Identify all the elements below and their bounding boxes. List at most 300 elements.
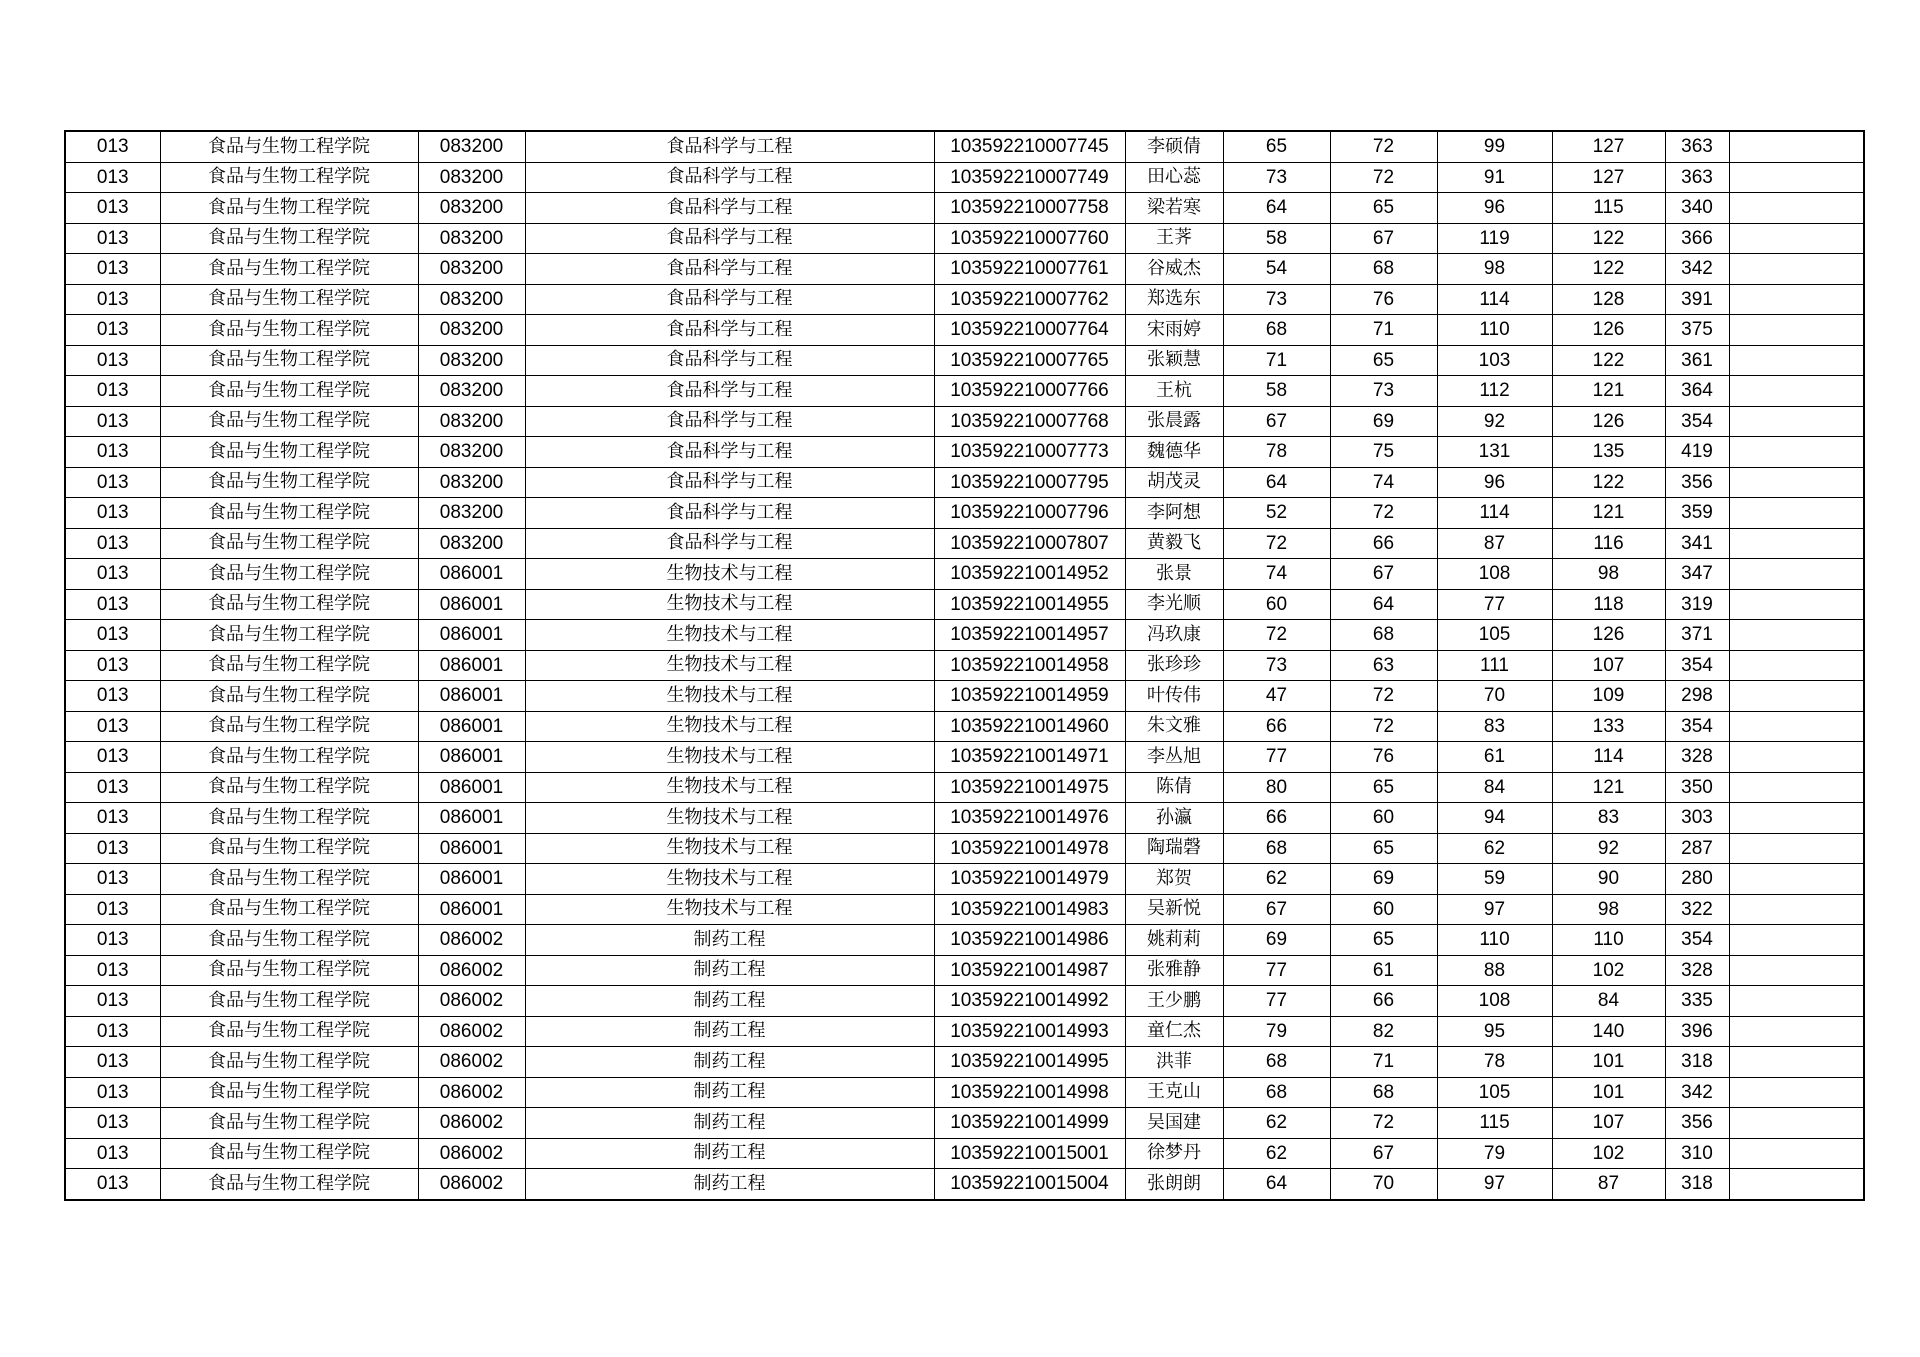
remark-cell: [1729, 437, 1864, 468]
major-name-cell: 食品科学与工程: [525, 345, 934, 376]
politics-score-cell: 67: [1223, 894, 1330, 925]
exam-id-cell: 103592210014998: [934, 1077, 1125, 1108]
subject2-score-cell: 98: [1552, 894, 1665, 925]
student-name-cell: 姚莉莉: [1125, 925, 1223, 956]
student-name-cell: 童仁杰: [1125, 1016, 1223, 1047]
table-row: [65, 1108, 1864, 1139]
subject1-score-cell: 131: [1437, 437, 1552, 468]
subject1-score-cell: 98: [1437, 254, 1552, 285]
exam-id-cell: 103592210007765: [934, 345, 1125, 376]
exam-id-cell: 103592210014955: [934, 589, 1125, 620]
foreign-language-score-cell: 65: [1330, 193, 1437, 224]
exam-id-cell: 103592210007745: [934, 131, 1125, 162]
major-name-cell: 生物技术与工程: [525, 681, 934, 712]
major-code-cell: 086002: [418, 1016, 525, 1047]
subject2-score-cell: 118: [1552, 589, 1665, 620]
total-score-cell: 335: [1665, 986, 1729, 1017]
student-name-cell: 郑选东: [1125, 284, 1223, 315]
subject2-score-cell: 102: [1552, 1138, 1665, 1169]
major-code-cell: 083200: [418, 131, 525, 162]
exam-id-cell: 103592210007758: [934, 193, 1125, 224]
subject1-score-cell: 105: [1437, 1077, 1552, 1108]
subject2-score-cell: 101: [1552, 1077, 1665, 1108]
college-name-cell: 食品与生物工程学院: [160, 376, 418, 407]
major-code-cell: 086002: [418, 1108, 525, 1139]
student-name-cell: 黄毅飞: [1125, 528, 1223, 559]
college-code-cell: 013: [65, 833, 160, 864]
remark-cell: [1729, 986, 1864, 1017]
subject2-score-cell: 126: [1552, 620, 1665, 651]
subject2-score-cell: 87: [1552, 1169, 1665, 1200]
total-score-cell: 298: [1665, 681, 1729, 712]
student-name-cell: 朱文雅: [1125, 711, 1223, 742]
table-row: [65, 803, 1864, 834]
college-name-cell: 食品与生物工程学院: [160, 559, 418, 590]
college-code-cell: 013: [65, 467, 160, 498]
subject1-score-cell: 105: [1437, 620, 1552, 651]
subject2-score-cell: 114: [1552, 742, 1665, 773]
foreign-language-score-cell: 66: [1330, 986, 1437, 1017]
major-code-cell: 086001: [418, 803, 525, 834]
college-code-cell: 013: [65, 1016, 160, 1047]
subject2-score-cell: 140: [1552, 1016, 1665, 1047]
subject1-score-cell: 84: [1437, 772, 1552, 803]
foreign-language-score-cell: 71: [1330, 1047, 1437, 1078]
subject1-score-cell: 88: [1437, 955, 1552, 986]
college-code-cell: 013: [65, 1108, 160, 1139]
total-score-cell: 364: [1665, 376, 1729, 407]
remark-cell: [1729, 131, 1864, 162]
subject2-score-cell: 107: [1552, 650, 1665, 681]
foreign-language-score-cell: 65: [1330, 772, 1437, 803]
exam-id-cell: 103592210015001: [934, 1138, 1125, 1169]
subject1-score-cell: 99: [1437, 131, 1552, 162]
major-name-cell: 食品科学与工程: [525, 254, 934, 285]
college-code-cell: 013: [65, 1077, 160, 1108]
student-name-cell: 王少鹏: [1125, 986, 1223, 1017]
college-code-cell: 013: [65, 1169, 160, 1200]
subject2-score-cell: 121: [1552, 376, 1665, 407]
exam-id-cell: 103592210014987: [934, 955, 1125, 986]
table-row: [65, 894, 1864, 925]
table-row: [65, 742, 1864, 773]
major-name-cell: 食品科学与工程: [525, 315, 934, 346]
politics-score-cell: 47: [1223, 681, 1330, 712]
politics-score-cell: 77: [1223, 955, 1330, 986]
college-name-cell: 食品与生物工程学院: [160, 254, 418, 285]
college-code-cell: 013: [65, 650, 160, 681]
college-code-cell: 013: [65, 620, 160, 651]
exam-id-cell: 103592210014983: [934, 894, 1125, 925]
college-name-cell: 食品与生物工程学院: [160, 589, 418, 620]
major-name-cell: 食品科学与工程: [525, 528, 934, 559]
politics-score-cell: 54: [1223, 254, 1330, 285]
major-code-cell: 086001: [418, 864, 525, 895]
remark-cell: [1729, 1016, 1864, 1047]
major-code-cell: 083200: [418, 284, 525, 315]
exam-id-cell: 103592210007760: [934, 223, 1125, 254]
politics-score-cell: 66: [1223, 803, 1330, 834]
subject1-score-cell: 108: [1437, 986, 1552, 1017]
foreign-language-score-cell: 68: [1330, 620, 1437, 651]
foreign-language-score-cell: 68: [1330, 1077, 1437, 1108]
subject2-score-cell: 90: [1552, 864, 1665, 895]
remark-cell: [1729, 406, 1864, 437]
major-code-cell: 086001: [418, 742, 525, 773]
college-name-cell: 食品与生物工程学院: [160, 315, 418, 346]
politics-score-cell: 78: [1223, 437, 1330, 468]
exam-id-cell: 103592210007766: [934, 376, 1125, 407]
subject1-score-cell: 96: [1437, 193, 1552, 224]
remark-cell: [1729, 1047, 1864, 1078]
major-code-cell: 083200: [418, 437, 525, 468]
college-code-cell: 013: [65, 559, 160, 590]
foreign-language-score-cell: 64: [1330, 589, 1437, 620]
subject1-score-cell: 114: [1437, 284, 1552, 315]
subject2-score-cell: 110: [1552, 925, 1665, 956]
politics-score-cell: 64: [1223, 1169, 1330, 1200]
remark-cell: [1729, 528, 1864, 559]
table-row: [65, 955, 1864, 986]
exam-id-cell: 103592210014995: [934, 1047, 1125, 1078]
student-name-cell: 梁若寒: [1125, 193, 1223, 224]
student-name-cell: 张颖慧: [1125, 345, 1223, 376]
politics-score-cell: 68: [1223, 315, 1330, 346]
student-name-cell: 田心蕊: [1125, 162, 1223, 193]
politics-score-cell: 73: [1223, 284, 1330, 315]
politics-score-cell: 74: [1223, 559, 1330, 590]
total-score-cell: 363: [1665, 162, 1729, 193]
remark-cell: [1729, 559, 1864, 590]
major-name-cell: 制药工程: [525, 1169, 934, 1200]
major-code-cell: 083200: [418, 345, 525, 376]
subject1-score-cell: 110: [1437, 925, 1552, 956]
score-table: [64, 130, 1865, 1201]
total-score-cell: 375: [1665, 315, 1729, 346]
college-code-cell: 013: [65, 345, 160, 376]
major-code-cell: 083200: [418, 162, 525, 193]
exam-id-cell: 103592210014959: [934, 681, 1125, 712]
subject1-score-cell: 96: [1437, 467, 1552, 498]
subject1-score-cell: 103: [1437, 345, 1552, 376]
subject2-score-cell: 133: [1552, 711, 1665, 742]
exam-id-cell: 103592210014971: [934, 742, 1125, 773]
exam-id-cell: 103592210015004: [934, 1169, 1125, 1200]
politics-score-cell: 72: [1223, 620, 1330, 651]
table-body: [65, 131, 1864, 1200]
remark-cell: [1729, 162, 1864, 193]
politics-score-cell: 73: [1223, 162, 1330, 193]
college-name-cell: 食品与生物工程学院: [160, 223, 418, 254]
major-code-cell: 086002: [418, 1138, 525, 1169]
foreign-language-score-cell: 72: [1330, 131, 1437, 162]
major-name-cell: 制药工程: [525, 1138, 934, 1169]
student-name-cell: 冯玖康: [1125, 620, 1223, 651]
table-row: [65, 711, 1864, 742]
major-code-cell: 086001: [418, 589, 525, 620]
foreign-language-score-cell: 65: [1330, 833, 1437, 864]
major-name-cell: 生物技术与工程: [525, 803, 934, 834]
student-name-cell: 魏德华: [1125, 437, 1223, 468]
foreign-language-score-cell: 61: [1330, 955, 1437, 986]
politics-score-cell: 77: [1223, 986, 1330, 1017]
subject2-score-cell: 102: [1552, 955, 1665, 986]
college-name-cell: 食品与生物工程学院: [160, 406, 418, 437]
subject1-score-cell: 62: [1437, 833, 1552, 864]
major-name-cell: 食品科学与工程: [525, 376, 934, 407]
total-score-cell: 359: [1665, 498, 1729, 529]
total-score-cell: 361: [1665, 345, 1729, 376]
politics-score-cell: 73: [1223, 650, 1330, 681]
subject2-score-cell: 122: [1552, 254, 1665, 285]
remark-cell: [1729, 894, 1864, 925]
subject2-score-cell: 122: [1552, 223, 1665, 254]
politics-score-cell: 52: [1223, 498, 1330, 529]
subject1-score-cell: 115: [1437, 1108, 1552, 1139]
subject2-score-cell: 122: [1552, 467, 1665, 498]
foreign-language-score-cell: 70: [1330, 1169, 1437, 1200]
major-name-cell: 食品科学与工程: [525, 223, 934, 254]
major-code-cell: 086002: [418, 1169, 525, 1200]
subject2-score-cell: 109: [1552, 681, 1665, 712]
student-name-cell: 李丛旭: [1125, 742, 1223, 773]
college-code-cell: 013: [65, 711, 160, 742]
major-name-cell: 生物技术与工程: [525, 772, 934, 803]
major-name-cell: 生物技术与工程: [525, 650, 934, 681]
college-name-cell: 食品与生物工程学院: [160, 894, 418, 925]
total-score-cell: 356: [1665, 467, 1729, 498]
major-code-cell: 083200: [418, 315, 525, 346]
exam-id-cell: 103592210014958: [934, 650, 1125, 681]
college-code-cell: 013: [65, 1138, 160, 1169]
major-name-cell: 制药工程: [525, 986, 934, 1017]
table-row: [65, 1138, 1864, 1169]
remark-cell: [1729, 803, 1864, 834]
college-name-cell: 食品与生物工程学院: [160, 620, 418, 651]
college-name-cell: 食品与生物工程学院: [160, 986, 418, 1017]
table-row: [65, 681, 1864, 712]
major-name-cell: 制药工程: [525, 1108, 934, 1139]
remark-cell: [1729, 1108, 1864, 1139]
college-name-cell: 食品与生物工程学院: [160, 711, 418, 742]
student-name-cell: 李硕倩: [1125, 131, 1223, 162]
major-name-cell: 生物技术与工程: [525, 711, 934, 742]
foreign-language-score-cell: 72: [1330, 681, 1437, 712]
student-name-cell: 李阿想: [1125, 498, 1223, 529]
student-name-cell: 李光顺: [1125, 589, 1223, 620]
table-row: [65, 986, 1864, 1017]
remark-cell: [1729, 284, 1864, 315]
subject1-score-cell: 97: [1437, 894, 1552, 925]
remark-cell: [1729, 467, 1864, 498]
total-score-cell: 341: [1665, 528, 1729, 559]
total-score-cell: 342: [1665, 1077, 1729, 1108]
college-name-cell: 食品与生物工程学院: [160, 193, 418, 224]
major-name-cell: 食品科学与工程: [525, 162, 934, 193]
total-score-cell: 354: [1665, 925, 1729, 956]
foreign-language-score-cell: 72: [1330, 162, 1437, 193]
subject1-score-cell: 87: [1437, 528, 1552, 559]
major-code-cell: 086001: [418, 833, 525, 864]
total-score-cell: 280: [1665, 864, 1729, 895]
table-row: [65, 1047, 1864, 1078]
major-name-cell: 制药工程: [525, 1047, 934, 1078]
student-name-cell: 吴国建: [1125, 1108, 1223, 1139]
subject1-score-cell: 97: [1437, 1169, 1552, 1200]
major-name-cell: 生物技术与工程: [525, 742, 934, 773]
college-name-cell: 食品与生物工程学院: [160, 498, 418, 529]
major-code-cell: 086002: [418, 1077, 525, 1108]
exam-id-cell: 103592210014993: [934, 1016, 1125, 1047]
table-row: [65, 1077, 1864, 1108]
table-row: [65, 315, 1864, 346]
foreign-language-score-cell: 60: [1330, 803, 1437, 834]
college-name-cell: 食品与生物工程学院: [160, 1138, 418, 1169]
politics-score-cell: 80: [1223, 772, 1330, 803]
subject2-score-cell: 122: [1552, 345, 1665, 376]
table-row: [65, 131, 1864, 162]
exam-id-cell: 103592210014952: [934, 559, 1125, 590]
remark-cell: [1729, 1169, 1864, 1200]
foreign-language-score-cell: 69: [1330, 864, 1437, 895]
subject2-score-cell: 107: [1552, 1108, 1665, 1139]
subject1-score-cell: 91: [1437, 162, 1552, 193]
table-row: [65, 1169, 1864, 1200]
college-code-cell: 013: [65, 986, 160, 1017]
exam-id-cell: 103592210007761: [934, 254, 1125, 285]
college-code-cell: 013: [65, 894, 160, 925]
exam-id-cell: 103592210007749: [934, 162, 1125, 193]
college-name-cell: 食品与生物工程学院: [160, 467, 418, 498]
foreign-language-score-cell: 69: [1330, 406, 1437, 437]
foreign-language-score-cell: 75: [1330, 437, 1437, 468]
major-code-cell: 083200: [418, 467, 525, 498]
subject1-score-cell: 110: [1437, 315, 1552, 346]
college-code-cell: 013: [65, 528, 160, 559]
politics-score-cell: 60: [1223, 589, 1330, 620]
remark-cell: [1729, 620, 1864, 651]
major-name-cell: 生物技术与工程: [525, 833, 934, 864]
foreign-language-score-cell: 73: [1330, 376, 1437, 407]
college-name-cell: 食品与生物工程学院: [160, 772, 418, 803]
politics-score-cell: 68: [1223, 1077, 1330, 1108]
subject1-score-cell: 112: [1437, 376, 1552, 407]
politics-score-cell: 79: [1223, 1016, 1330, 1047]
major-name-cell: 食品科学与工程: [525, 406, 934, 437]
total-score-cell: 350: [1665, 772, 1729, 803]
major-code-cell: 083200: [418, 193, 525, 224]
total-score-cell: 340: [1665, 193, 1729, 224]
politics-score-cell: 65: [1223, 131, 1330, 162]
college-code-cell: 013: [65, 193, 160, 224]
remark-cell: [1729, 254, 1864, 285]
subject1-score-cell: 77: [1437, 589, 1552, 620]
major-code-cell: 083200: [418, 376, 525, 407]
college-name-cell: 食品与生物工程学院: [160, 650, 418, 681]
major-name-cell: 食品科学与工程: [525, 437, 934, 468]
major-name-cell: 生物技术与工程: [525, 894, 934, 925]
subject2-score-cell: 135: [1552, 437, 1665, 468]
college-code-cell: 013: [65, 406, 160, 437]
table-row: [65, 406, 1864, 437]
major-code-cell: 086002: [418, 1047, 525, 1078]
total-score-cell: 391: [1665, 284, 1729, 315]
subject1-score-cell: 111: [1437, 650, 1552, 681]
subject1-score-cell: 83: [1437, 711, 1552, 742]
total-score-cell: 347: [1665, 559, 1729, 590]
remark-cell: [1729, 864, 1864, 895]
college-code-cell: 013: [65, 681, 160, 712]
major-code-cell: 086001: [418, 681, 525, 712]
exam-id-cell: 103592210014978: [934, 833, 1125, 864]
subject2-score-cell: 126: [1552, 315, 1665, 346]
politics-score-cell: 69: [1223, 925, 1330, 956]
politics-score-cell: 62: [1223, 1138, 1330, 1169]
subject2-score-cell: 126: [1552, 406, 1665, 437]
table-row: [65, 254, 1864, 285]
major-name-cell: 食品科学与工程: [525, 467, 934, 498]
remark-cell: [1729, 223, 1864, 254]
table-row: [65, 925, 1864, 956]
subject1-score-cell: 119: [1437, 223, 1552, 254]
student-name-cell: 张珍珍: [1125, 650, 1223, 681]
college-name-cell: 食品与生物工程学院: [160, 1108, 418, 1139]
major-name-cell: 生物技术与工程: [525, 589, 934, 620]
college-code-cell: 013: [65, 162, 160, 193]
remark-cell: [1729, 315, 1864, 346]
subject2-score-cell: 92: [1552, 833, 1665, 864]
college-code-cell: 013: [65, 803, 160, 834]
foreign-language-score-cell: 82: [1330, 1016, 1437, 1047]
total-score-cell: 363: [1665, 131, 1729, 162]
college-name-cell: 食品与生物工程学院: [160, 162, 418, 193]
remark-cell: [1729, 589, 1864, 620]
remark-cell: [1729, 1138, 1864, 1169]
major-name-cell: 制药工程: [525, 1016, 934, 1047]
major-code-cell: 083200: [418, 498, 525, 529]
major-name-cell: 生物技术与工程: [525, 620, 934, 651]
table-row: [65, 376, 1864, 407]
exam-id-cell: 103592210007796: [934, 498, 1125, 529]
total-score-cell: 342: [1665, 254, 1729, 285]
college-name-cell: 食品与生物工程学院: [160, 437, 418, 468]
total-score-cell: 318: [1665, 1169, 1729, 1200]
college-name-cell: 食品与生物工程学院: [160, 1077, 418, 1108]
college-code-cell: 013: [65, 315, 160, 346]
subject1-score-cell: 78: [1437, 1047, 1552, 1078]
total-score-cell: 371: [1665, 620, 1729, 651]
major-name-cell: 食品科学与工程: [525, 284, 934, 315]
table-row: [65, 345, 1864, 376]
major-code-cell: 086001: [418, 559, 525, 590]
major-code-cell: 083200: [418, 223, 525, 254]
student-name-cell: 张景: [1125, 559, 1223, 590]
major-code-cell: 086001: [418, 711, 525, 742]
exam-id-cell: 103592210007762: [934, 284, 1125, 315]
exam-id-cell: 103592210014999: [934, 1108, 1125, 1139]
college-code-cell: 013: [65, 925, 160, 956]
exam-id-cell: 103592210014986: [934, 925, 1125, 956]
major-code-cell: 083200: [418, 528, 525, 559]
foreign-language-score-cell: 60: [1330, 894, 1437, 925]
subject1-score-cell: 70: [1437, 681, 1552, 712]
subject2-score-cell: 101: [1552, 1047, 1665, 1078]
table-row: [65, 528, 1864, 559]
exam-id-cell: 103592210007768: [934, 406, 1125, 437]
student-name-cell: 王荠: [1125, 223, 1223, 254]
exam-id-cell: 103592210007807: [934, 528, 1125, 559]
college-name-cell: 食品与生物工程学院: [160, 284, 418, 315]
